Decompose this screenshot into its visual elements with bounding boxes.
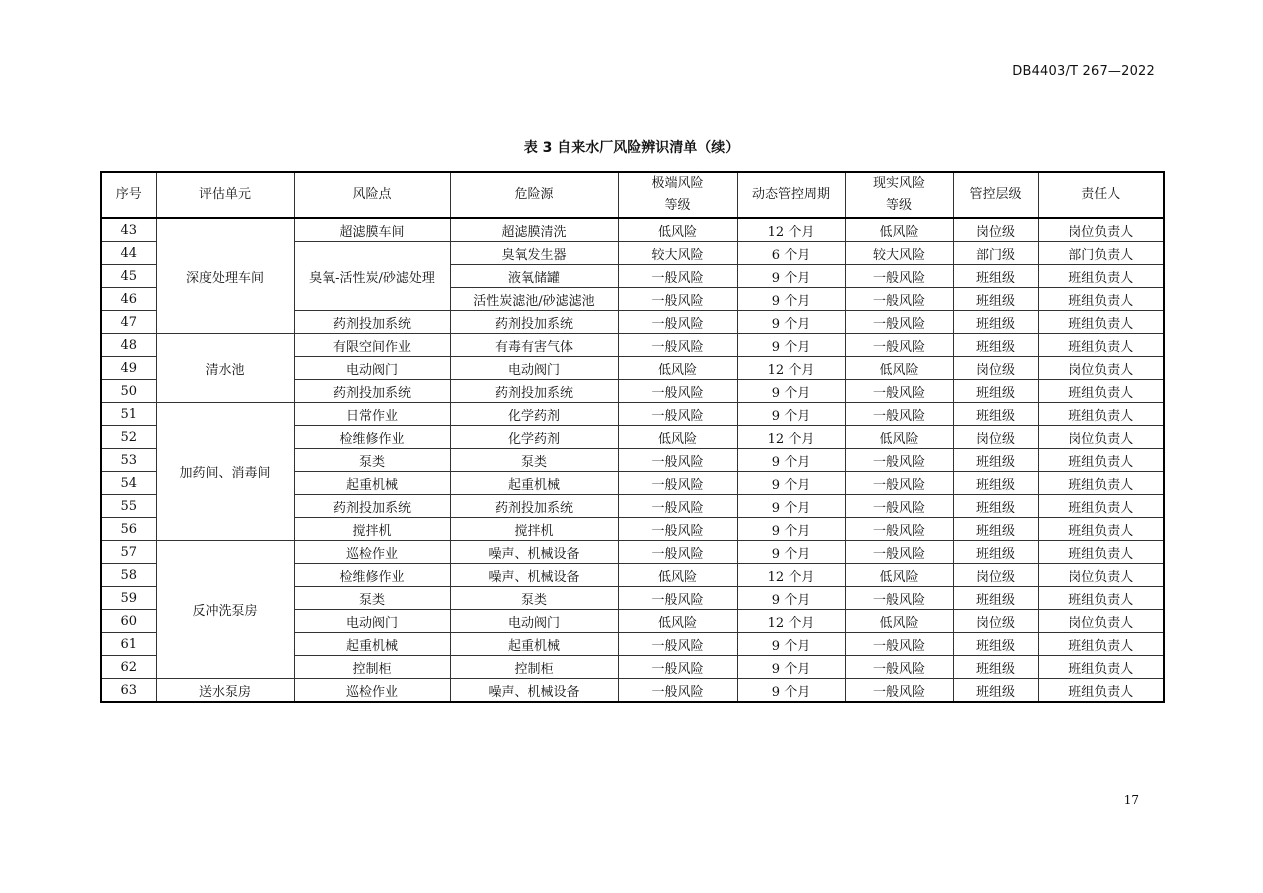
- cell-cycle: 9 个月: [737, 656, 845, 679]
- cell-unit: 深度处理车间: [156, 218, 294, 334]
- cell-point: 有限空间作业: [294, 334, 450, 357]
- cell-extreme: 一般风险: [618, 656, 737, 679]
- cell-cycle: 12 个月: [737, 564, 845, 587]
- cell-unit: 送水泵房: [156, 679, 294, 703]
- cell-owner: 班组负责人: [1038, 311, 1164, 334]
- cell-level: 岗位级: [953, 610, 1038, 633]
- table-title: 表 3 自来水厂风险辨识清单（续）: [523, 140, 740, 156]
- cell-level: 班组级: [953, 265, 1038, 288]
- cell-seq: 53: [101, 449, 156, 472]
- cell-owner: 班组负责人: [1038, 265, 1164, 288]
- cell-owner: 班组负责人: [1038, 656, 1164, 679]
- cell-hazard: 超滤膜清洗: [450, 218, 618, 242]
- cell-point: 巡检作业: [294, 679, 450, 703]
- cell-hazard: 臭氧发生器: [450, 242, 618, 265]
- cell-owner: 岗位负责人: [1038, 218, 1164, 242]
- cell-real: 一般风险: [845, 587, 953, 610]
- cell-point: 药剂投加系统: [294, 495, 450, 518]
- cell-cycle: 9 个月: [737, 472, 845, 495]
- cell-owner: 班组负责人: [1038, 679, 1164, 703]
- header-real-line2: 等级: [885, 198, 912, 213]
- cell-cycle: 9 个月: [737, 541, 845, 564]
- cell-seq: 52: [101, 426, 156, 449]
- cell-seq: 60: [101, 610, 156, 633]
- cell-point: 搅拌机: [294, 518, 450, 541]
- header-real-level: [845, 172, 953, 218]
- cell-hazard: 活性炭滤池/砂滤滤池: [450, 288, 618, 311]
- cell-level: 班组级: [953, 633, 1038, 656]
- cell-owner: 班组负责人: [1038, 472, 1164, 495]
- cell-point: 泵类: [294, 449, 450, 472]
- cell-extreme: 一般风险: [618, 472, 737, 495]
- cell-seq: 48: [101, 334, 156, 357]
- header-real-line1: 现实风险: [872, 176, 925, 191]
- cell-cycle: 9 个月: [737, 679, 845, 703]
- cell-hazard: 搅拌机: [450, 518, 618, 541]
- cell-seq: 63: [101, 679, 156, 703]
- cell-real: 一般风险: [845, 656, 953, 679]
- header-owner: 责任人: [1038, 172, 1164, 218]
- cell-hazard: 药剂投加系统: [450, 311, 618, 334]
- cell-real: 一般风险: [845, 679, 953, 703]
- header-unit: 评估单元: [156, 172, 294, 218]
- cell-owner: 班组负责人: [1038, 403, 1164, 426]
- cell-hazard: 起重机械: [450, 633, 618, 656]
- cell-point: 泵类: [294, 587, 450, 610]
- cell-real: 一般风险: [845, 403, 953, 426]
- cell-cycle: 9 个月: [737, 265, 845, 288]
- cell-cycle: 6 个月: [737, 242, 845, 265]
- cell-level: 岗位级: [953, 357, 1038, 380]
- cell-point: 药剂投加系统: [294, 311, 450, 334]
- cell-owner: 班组负责人: [1038, 288, 1164, 311]
- cell-hazard: 噪声、机械设备: [450, 564, 618, 587]
- cell-hazard: 控制柜: [450, 656, 618, 679]
- cell-seq: 45: [101, 265, 156, 288]
- cell-seq: 61: [101, 633, 156, 656]
- cell-cycle: 12 个月: [737, 426, 845, 449]
- table-row: [101, 541, 1164, 564]
- cell-hazard: 药剂投加系统: [450, 380, 618, 403]
- cell-hazard: 药剂投加系统: [450, 495, 618, 518]
- table-row: [101, 679, 1164, 703]
- cell-real: 一般风险: [845, 334, 953, 357]
- cell-real: 低风险: [845, 218, 953, 242]
- cell-owner: 班组负责人: [1038, 380, 1164, 403]
- cell-owner: 岗位负责人: [1038, 564, 1164, 587]
- cell-hazard: 噪声、机械设备: [450, 679, 618, 703]
- cell-seq: 49: [101, 357, 156, 380]
- cell-hazard: 有毒有害气体: [450, 334, 618, 357]
- cell-seq: 47: [101, 311, 156, 334]
- cell-real: 一般风险: [845, 449, 953, 472]
- cell-level: 班组级: [953, 495, 1038, 518]
- cell-extreme: 低风险: [618, 564, 737, 587]
- cell-owner: 班组负责人: [1038, 518, 1164, 541]
- table-row: [101, 334, 1164, 357]
- cell-hazard: 泵类: [450, 587, 618, 610]
- cell-seq: 62: [101, 656, 156, 679]
- cell-cycle: 9 个月: [737, 518, 845, 541]
- cell-seq: 57: [101, 541, 156, 564]
- cell-level: 岗位级: [953, 218, 1038, 242]
- cell-level: 班组级: [953, 656, 1038, 679]
- cell-extreme: 低风险: [618, 357, 737, 380]
- cell-point: 臭氧-活性炭/砂滤处理: [294, 242, 450, 311]
- cell-seq: 44: [101, 242, 156, 265]
- cell-cycle: 9 个月: [737, 380, 845, 403]
- cell-owner: 班组负责人: [1038, 334, 1164, 357]
- cell-extreme: 一般风险: [618, 449, 737, 472]
- cell-extreme: 低风险: [618, 610, 737, 633]
- cell-extreme: 一般风险: [618, 288, 737, 311]
- cell-hazard: 噪声、机械设备: [450, 541, 618, 564]
- table-row: [101, 403, 1164, 426]
- cell-extreme: 低风险: [618, 218, 737, 242]
- cell-real: 一般风险: [845, 288, 953, 311]
- cell-seq: 55: [101, 495, 156, 518]
- cell-extreme: 一般风险: [618, 587, 737, 610]
- cell-unit: 清水池: [156, 334, 294, 403]
- cell-extreme: 一般风险: [618, 518, 737, 541]
- cell-real: 一般风险: [845, 541, 953, 564]
- cell-hazard: 化学药剂: [450, 403, 618, 426]
- cell-level: 班组级: [953, 679, 1038, 703]
- cell-real: 低风险: [845, 426, 953, 449]
- header-extreme-line2: 等级: [664, 198, 691, 213]
- cell-extreme: 一般风险: [618, 311, 737, 334]
- cell-extreme: 一般风险: [618, 541, 737, 564]
- cell-seq: 46: [101, 288, 156, 311]
- cell-real: 低风险: [845, 357, 953, 380]
- cell-point: 检维修作业: [294, 426, 450, 449]
- cell-seq: 56: [101, 518, 156, 541]
- cell-hazard: 液氧储罐: [450, 265, 618, 288]
- cell-extreme: 一般风险: [618, 265, 737, 288]
- cell-cycle: 12 个月: [737, 610, 845, 633]
- cell-owner: 岗位负责人: [1038, 610, 1164, 633]
- cell-level: 部门级: [953, 242, 1038, 265]
- cell-owner: 班组负责人: [1038, 587, 1164, 610]
- cell-level: 班组级: [953, 449, 1038, 472]
- cell-level: 岗位级: [953, 426, 1038, 449]
- header-control-level: 管控层级: [953, 172, 1038, 218]
- cell-point: 药剂投加系统: [294, 380, 450, 403]
- cell-owner: 部门负责人: [1038, 242, 1164, 265]
- document-code: DB4403/T 267—2022: [1012, 64, 1155, 79]
- cell-real: 一般风险: [845, 633, 953, 656]
- cell-level: 班组级: [953, 472, 1038, 495]
- cell-extreme: 低风险: [618, 426, 737, 449]
- cell-extreme: 一般风险: [618, 495, 737, 518]
- cell-cycle: 9 个月: [737, 334, 845, 357]
- cell-point: 起重机械: [294, 633, 450, 656]
- cell-extreme: 一般风险: [618, 380, 737, 403]
- risk-identification-table: [100, 171, 1165, 703]
- cell-unit: 反冲洗泵房: [156, 541, 294, 679]
- cell-cycle: 9 个月: [737, 449, 845, 472]
- cell-seq: 59: [101, 587, 156, 610]
- cell-real: 低风险: [845, 610, 953, 633]
- header-point: 风险点: [294, 172, 450, 218]
- cell-cycle: 9 个月: [737, 288, 845, 311]
- cell-level: 岗位级: [953, 564, 1038, 587]
- cell-level: 班组级: [953, 380, 1038, 403]
- cell-real: 较大风险: [845, 242, 953, 265]
- cell-extreme: 一般风险: [618, 633, 737, 656]
- cell-owner: 岗位负责人: [1038, 357, 1164, 380]
- cell-real: 一般风险: [845, 472, 953, 495]
- cell-cycle: 9 个月: [737, 311, 845, 334]
- cell-cycle: 12 个月: [737, 218, 845, 242]
- cell-hazard: 起重机械: [450, 472, 618, 495]
- cell-hazard: 泵类: [450, 449, 618, 472]
- cell-level: 班组级: [953, 334, 1038, 357]
- cell-level: 班组级: [953, 587, 1038, 610]
- cell-hazard: 电动阀门: [450, 357, 618, 380]
- cell-real: 一般风险: [845, 380, 953, 403]
- cell-extreme: 一般风险: [618, 403, 737, 426]
- cell-owner: 班组负责人: [1038, 495, 1164, 518]
- cell-point: 控制柜: [294, 656, 450, 679]
- header-extreme-line1: 极端风险: [651, 176, 704, 191]
- cell-point: 电动阀门: [294, 357, 450, 380]
- header-hazard: 危险源: [450, 172, 618, 218]
- page-number: 17: [1123, 793, 1139, 807]
- cell-owner: 班组负责人: [1038, 541, 1164, 564]
- cell-real: 一般风险: [845, 311, 953, 334]
- cell-level: 班组级: [953, 288, 1038, 311]
- cell-owner: 班组负责人: [1038, 449, 1164, 472]
- cell-point: 起重机械: [294, 472, 450, 495]
- header-row: [101, 172, 1164, 218]
- cell-extreme: 较大风险: [618, 242, 737, 265]
- cell-level: 班组级: [953, 403, 1038, 426]
- cell-seq: 58: [101, 564, 156, 587]
- cell-extreme: 一般风险: [618, 334, 737, 357]
- cell-cycle: 9 个月: [737, 633, 845, 656]
- cell-real: 一般风险: [845, 495, 953, 518]
- cell-hazard: 电动阀门: [450, 610, 618, 633]
- cell-owner: 班组负责人: [1038, 633, 1164, 656]
- cell-cycle: 9 个月: [737, 403, 845, 426]
- cell-point: 检维修作业: [294, 564, 450, 587]
- cell-point: 巡检作业: [294, 541, 450, 564]
- header-cycle: 动态管控周期: [737, 172, 845, 218]
- cell-seq: 50: [101, 380, 156, 403]
- cell-level: 班组级: [953, 518, 1038, 541]
- cell-real: 一般风险: [845, 265, 953, 288]
- cell-extreme: 一般风险: [618, 679, 737, 703]
- cell-seq: 54: [101, 472, 156, 495]
- cell-point: 日常作业: [294, 403, 450, 426]
- cell-level: 班组级: [953, 311, 1038, 334]
- cell-owner: 岗位负责人: [1038, 426, 1164, 449]
- cell-seq: 43: [101, 218, 156, 242]
- cell-real: 低风险: [845, 564, 953, 587]
- table-row: [101, 218, 1164, 242]
- cell-hazard: 化学药剂: [450, 426, 618, 449]
- cell-cycle: 9 个月: [737, 495, 845, 518]
- cell-point: 电动阀门: [294, 610, 450, 633]
- header-extreme-level: [618, 172, 737, 218]
- cell-cycle: 9 个月: [737, 587, 845, 610]
- cell-cycle: 12 个月: [737, 357, 845, 380]
- cell-level: 班组级: [953, 541, 1038, 564]
- header-seq: 序号: [101, 172, 156, 218]
- cell-seq: 51: [101, 403, 156, 426]
- cell-real: 一般风险: [845, 518, 953, 541]
- cell-unit: 加药间、消毒间: [156, 403, 294, 541]
- cell-point: 超滤膜车间: [294, 218, 450, 242]
